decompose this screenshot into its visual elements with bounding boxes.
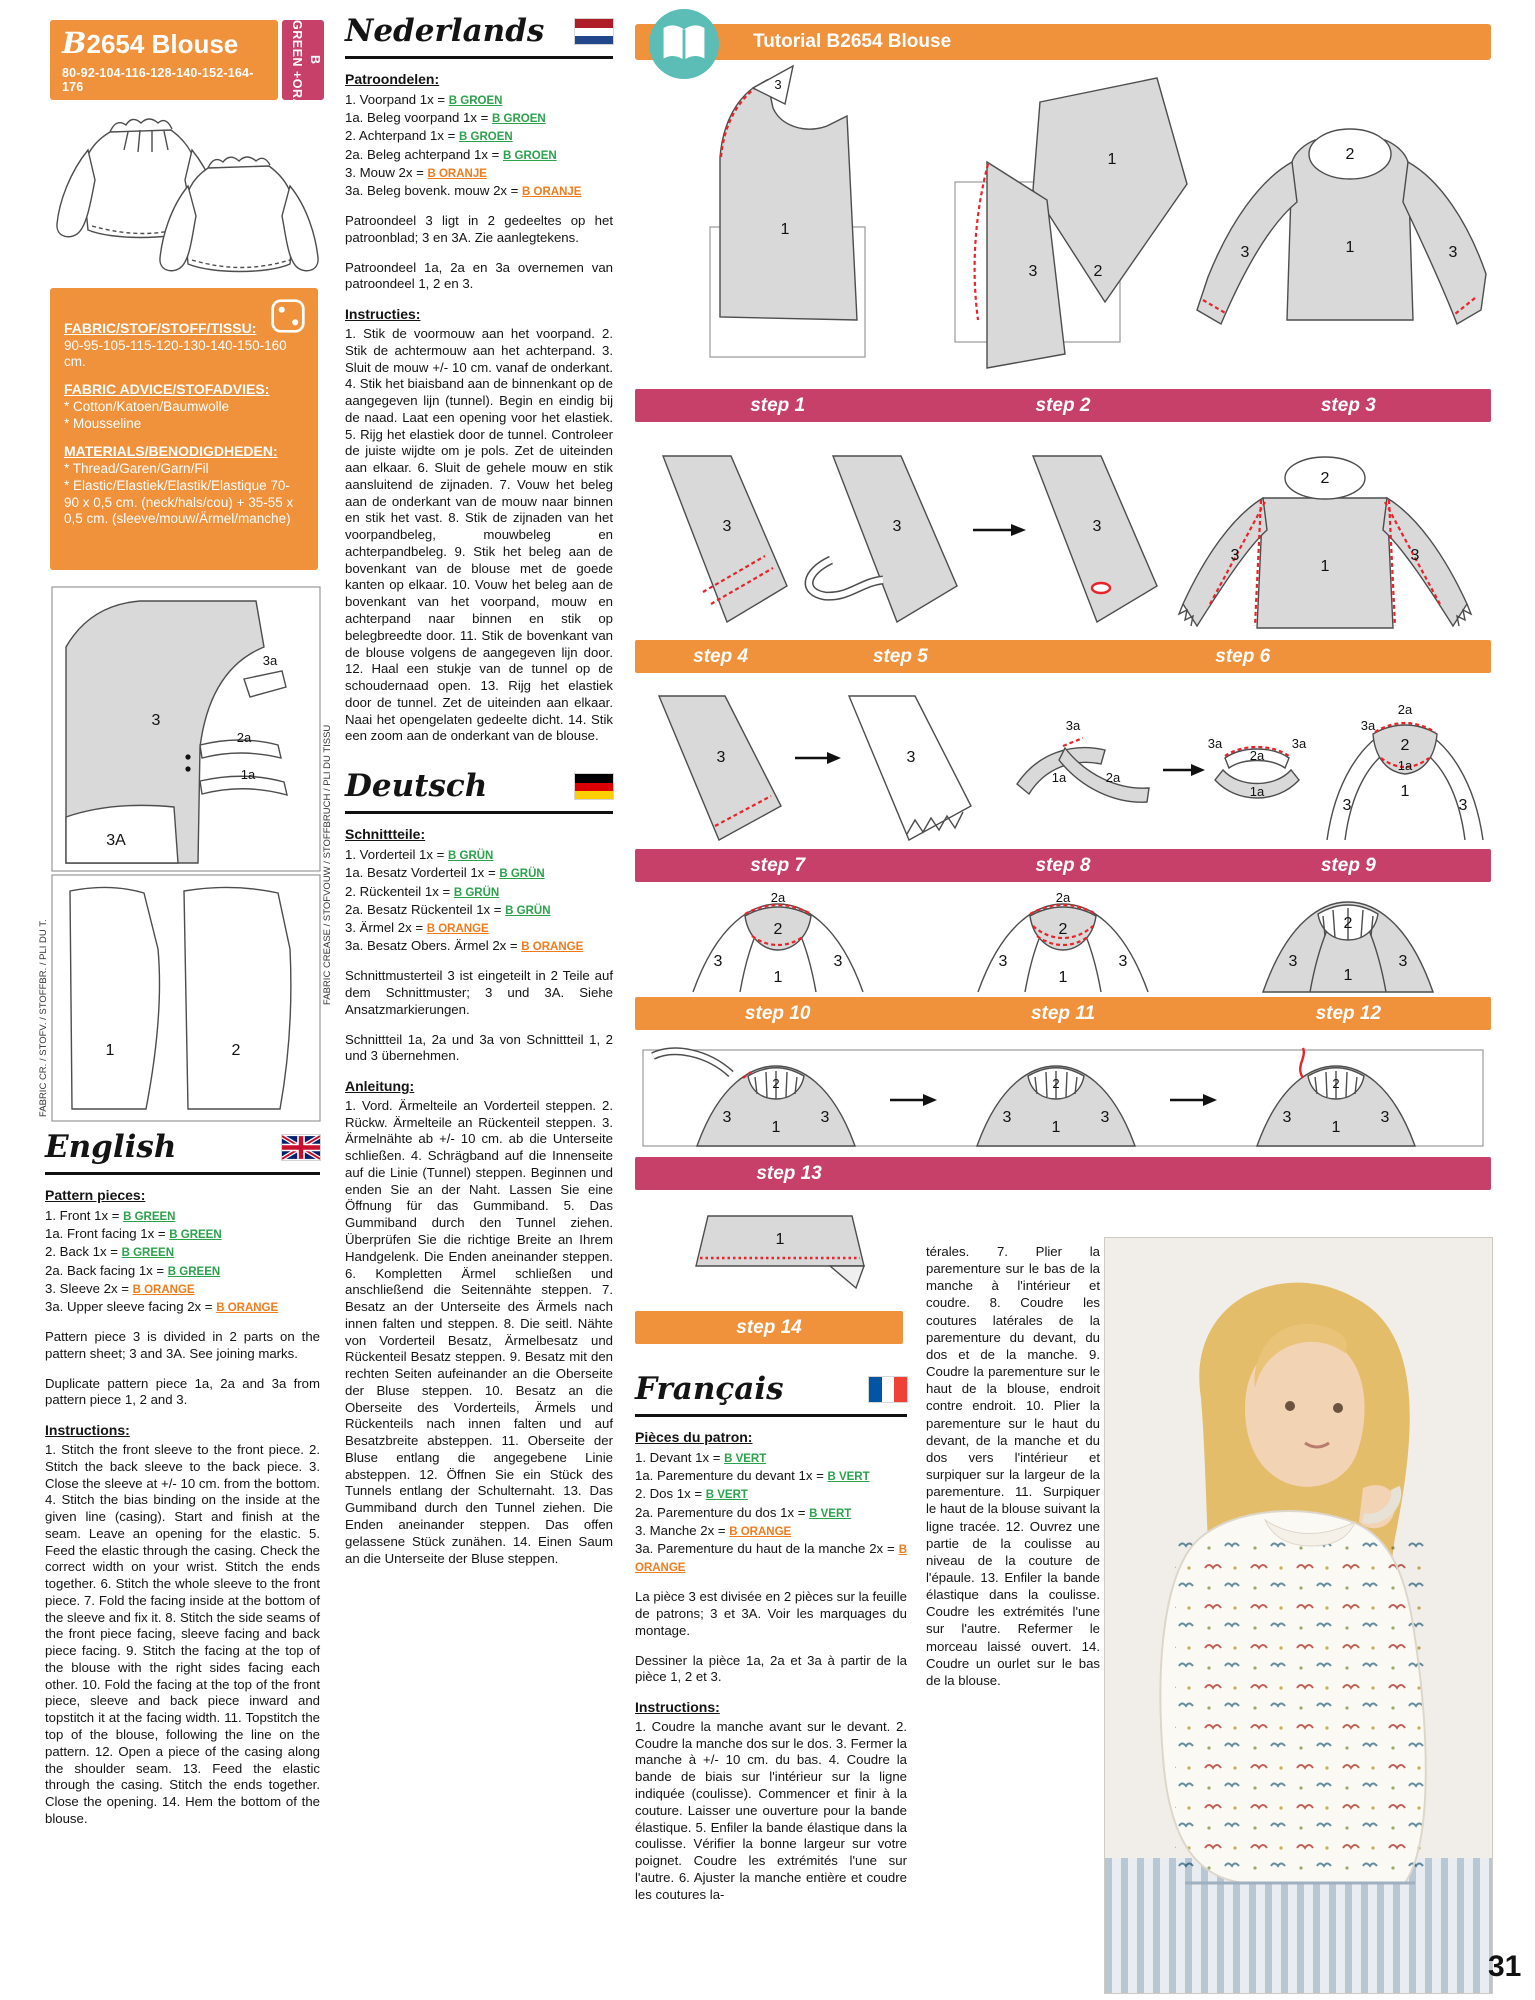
svg-text:2: 2 bbox=[1332, 1076, 1340, 1091]
list-item: 1. Front 1x = B GREEN bbox=[45, 1208, 176, 1224]
nl-instructions-heading: Instructies: bbox=[345, 306, 421, 323]
svg-text:1a: 1a bbox=[1051, 770, 1067, 785]
step-bar-14 bbox=[635, 1311, 903, 1344]
svg-text:1a: 1a bbox=[1249, 784, 1265, 799]
en-instructions-heading: Instructions: bbox=[45, 1422, 130, 1439]
svg-text:2a: 2a bbox=[770, 892, 786, 905]
step-label: step 8 bbox=[1035, 854, 1091, 876]
svg-text:3a: 3a bbox=[1207, 736, 1223, 751]
fr-instructions-continued: térales. 7. Plier la parementure sur le bas de la manche à l'intérieur et coudre. 8. Coudre les coutures latérales de la parementure du devant, du dos et de la manche. 9. Coudre la parementure sur le haut de la blouse, endroit contre endroit. 10. Plier la parementure sur le haut du devant, de la manche et du dos vers l'intérieur et surpiquer sur la largeur de la parementure. 11. Surpiquer le haut de la blouse suivant la ligne tracée. 12. Ouvrez une partie de la coulisse au niveau de la couture de l'épaule. 13. Enfiler la bande élastique dans la coulisse. Coudre les extrémités l'une sur l'autre. Refermer le morceau laissé ouvert. 14. Coudre un ourlet sur le bas de la blouse. bbox=[926, 1244, 1100, 1688]
flag-uk-icon bbox=[282, 1135, 320, 1160]
column-nederlands-deutsch bbox=[345, 12, 613, 1580]
svg-text:3: 3 bbox=[1448, 244, 1458, 261]
list-item: 3. Ärmel 2x = B ORANGE bbox=[345, 919, 489, 935]
svg-text:3: 3 bbox=[774, 77, 782, 92]
list-item: 1. Devant 1x = B VERT bbox=[635, 1450, 767, 1466]
svg-text:3: 3 bbox=[716, 749, 726, 766]
svg-text:1a: 1a bbox=[1397, 758, 1413, 773]
step-bar-13 bbox=[635, 1157, 1491, 1190]
nl-instructions: 1. Stik de voormouw aan het voorpand. 2. Stik de achtermouw aan het achterpand. 3. Sluit de mouw +/- 10 cm. vanaf de onderkant. 4. Stik het biaisband aan de binnenkant op de aangegeven lijn (tunnel). Begin en eindig bij de naad. Laat een opening voor het elastiek. 5. Rijg het elastiek door de tunnel. Controleer de juiste wijdte om je pols. Zet de uiteinden aan elkaar. 6. Sluit de gehele mouw en stik aansluitend de zijnaden. 7. Vouw het beleg aan de onderkant van de mouw naar binnen en stik het vast. 8. Stik de zijnaden van het voorpandbeleg, mouwbeleg en achterpandbeleg. 9. Stik het beleg aan de bovenkant van de blouse met de goede kanten op elkaar. 10. Vouw het beleg aan de bovenkant van het voorpand, mouw en achterpand naar binnen en stik op belegbreedte door. 11. Stik de bovenkant van de blouse volgens de aangegeven lijn door. 12. Haal een stukje van de tunnel op de schoudernaad open. 13. Rijg het elastiek door de tunnel. Zet de uiteinden aan elkaar. Naai het opengelaten gedeelte dicht. 14. Stik een zoom aan de onderkant van de blouse. bbox=[345, 325, 613, 744]
fabric-info-box bbox=[50, 288, 318, 570]
list-item: 2a. Back facing 1x = B GREEN bbox=[45, 1262, 221, 1278]
de-pieces-list bbox=[345, 846, 613, 955]
color-tag: B GREEN +ORANGE bbox=[282, 20, 324, 100]
svg-text:1: 1 bbox=[1058, 969, 1068, 986]
en-pieces-heading: Pattern pieces: bbox=[45, 1187, 146, 1204]
en-note: Duplicate pattern piece 1a, 2a and 3a from pattern piece 1, 2 and 3. bbox=[45, 1375, 320, 1408]
step-label: step 10 bbox=[744, 1002, 811, 1024]
list-item: 3a. Besatz Obers. Ärmel 2x = B ORANGE bbox=[345, 938, 584, 954]
svg-text:2a: 2a bbox=[1055, 892, 1071, 905]
svg-text:2a: 2a bbox=[1249, 748, 1265, 763]
fabric-amounts: 90-95-105-115-120-130-140-150-160 cm. bbox=[64, 338, 287, 370]
step-label: step 3 bbox=[1320, 394, 1376, 416]
svg-text:1: 1 bbox=[1051, 1119, 1061, 1136]
list-item: 3a. Upper sleeve facing 2x = B ORANGE bbox=[45, 1298, 279, 1314]
svg-text:1: 1 bbox=[1345, 239, 1355, 256]
blouse-sketches bbox=[50, 98, 322, 291]
diagram-left-label: FABRIC CR. / STOFV. / STOFFBR. / PLI DU T. bbox=[38, 919, 49, 1117]
de-note: Schnittteil 1a, 2a und 3a von Schnittteil 1, 2 und 3 übernehmen. bbox=[345, 1031, 613, 1064]
svg-text:1: 1 bbox=[1107, 151, 1117, 168]
svg-text:2a: 2a bbox=[1397, 702, 1413, 717]
svg-text:1: 1 bbox=[1400, 783, 1410, 800]
svg-text:1: 1 bbox=[1343, 967, 1353, 984]
nederlands-title: Nederlands bbox=[345, 13, 545, 49]
nl-pieces-list bbox=[345, 91, 613, 200]
section-heading-francais bbox=[635, 1370, 907, 1417]
flag-france-icon bbox=[869, 1377, 907, 1402]
deutsch-title: Deutsch bbox=[345, 768, 488, 805]
svg-text:3: 3 bbox=[1288, 953, 1298, 970]
materials-heading: MATERIALS/BENODIGDHEDEN: bbox=[64, 442, 278, 459]
tutorial-header bbox=[635, 24, 1491, 60]
fabric-icon bbox=[270, 298, 306, 334]
svg-text:3: 3 bbox=[1002, 1109, 1012, 1126]
list-item: 2. Back 1x = B GREEN bbox=[45, 1244, 175, 1260]
svg-text:2: 2 bbox=[1052, 1076, 1060, 1091]
pattern-layout-diagram bbox=[38, 585, 334, 1130]
svg-text:3: 3 bbox=[713, 953, 723, 970]
page-number: 31 bbox=[1488, 1950, 1522, 1983]
column-english bbox=[45, 1128, 320, 1841]
svg-text:3: 3 bbox=[1380, 1109, 1390, 1126]
fabric-advice-heading: FABRIC ADVICE/STOFADVIES: bbox=[64, 380, 270, 397]
list-item: 1a. Beleg voorpand 1x = B GROEN bbox=[345, 110, 546, 126]
nl-note: Patroondeel 1a, 2a en 3a overnemen van patroondeel 1, 2 en 3. bbox=[345, 259, 613, 292]
fr-note: La pièce 3 est divisée en 2 pièces sur la feuille de patrons; 3 et 3A. Voir les marquages du montage. bbox=[635, 1589, 907, 1638]
fr-instructions-heading: Instructions: bbox=[635, 1699, 720, 1716]
fabric-advice-item: * Mousseline bbox=[64, 416, 142, 432]
tutorial-row-5 bbox=[635, 1044, 1491, 1154]
svg-text:2: 2 bbox=[773, 921, 783, 938]
diagram-piece-label: 2a bbox=[236, 730, 252, 745]
list-item: 3a. Parementure du haut de la manche 2x = B ORANGE bbox=[635, 1540, 907, 1575]
nl-pieces-heading: Patroondelen: bbox=[345, 71, 440, 88]
svg-text:3: 3 bbox=[1458, 797, 1468, 814]
section-heading-english bbox=[45, 1128, 320, 1175]
diagram-piece-label: 2 bbox=[231, 1042, 241, 1059]
svg-text:3: 3 bbox=[906, 749, 916, 766]
diagram-piece-label: 1a bbox=[240, 767, 256, 782]
de-note: Schnittmusterteil 3 ist eingeteilt in 2 Teile auf dem Schnittmuster; 3 und 3A. Siehe Ansatzmarkierungen. bbox=[345, 968, 613, 1017]
list-item: 3. Sleeve 2x = B ORANGE bbox=[45, 1280, 195, 1296]
list-item: 3. Manche 2x = B ORANGE bbox=[635, 1522, 792, 1538]
diagram-piece-label: 3a bbox=[262, 653, 278, 668]
list-item: 2. Rückenteil 1x = B GRÜN bbox=[345, 883, 500, 899]
step-label: step 2 bbox=[1035, 394, 1091, 416]
column-francais bbox=[635, 1370, 907, 1916]
de-instructions: 1. Vord. Ärmelteile an Vorderteil steppen. 2. Rückw. Ärmelteile an Rückenteil steppen. 3. Ärmelnähte ab +/- 10 cm. ab die Unterseite schließen. 4. Schrägband auf die Innenseite auf die Linie (Tunnel) steppen. Beginnen und enden Sie an der Naht. Lassen Sie eine Öffnung für das Gummiband. 5. Das Gummiband durch den Tunnel ziehen. Überprüfen Sie die richtige Breite an Ihrem Handgelenk. Die Enden aneinander steppen. 6. Kompletten Ärmel schließen und anschließend die Seitennähte steppen. 7. Besatz an der Unterseite des Ärmels nach innen falten und steppen. 8. Die seitl. Nähte von Vorderteil Besatz, Ärmelbesatz und Rückenteil Besatz steppen. 9. Besatz mit den rechten Seiten aufeinander an die Oberseite der Bluse steppen. 10. Besatz an die Oberseite des Vorderteils, Ärmels und Rückenteils nach innen falten und auf Besatzbreite absteppen. 11. Oberseite der Bluse entlang die angegebene Linie absteppen. 12. Öffnen Sie ein Stück des Tunnels entlang der Schulternaht. 13. Das Gummiband durch den Tunnel ziehen. Die Enden aneinander steppen. Das offen gelassene Stück zunähen. 14. Einen Saum an die Unterseite der Bluse steppen. bbox=[345, 1097, 613, 1566]
step-bar-4-6 bbox=[635, 640, 1491, 673]
svg-text:3a: 3a bbox=[1065, 718, 1081, 733]
tutorial-row-1 bbox=[635, 62, 1491, 384]
svg-text:2: 2 bbox=[1320, 470, 1330, 487]
svg-text:1: 1 bbox=[1320, 558, 1330, 575]
svg-text:2: 2 bbox=[772, 1076, 780, 1091]
list-item: 1. Vorderteil 1x = B GRÜN bbox=[345, 847, 494, 863]
francais-title: Français bbox=[635, 1371, 784, 1407]
de-pieces-heading: Schnittteile: bbox=[345, 826, 426, 843]
svg-text:3: 3 bbox=[1100, 1109, 1110, 1126]
tutorial-row-4 bbox=[635, 892, 1491, 994]
en-note: Pattern piece 3 is divided in 2 parts on the pattern sheet; 3 and 3A. See joining marks. bbox=[45, 1329, 320, 1361]
svg-text:3: 3 bbox=[1410, 547, 1420, 564]
flag-germany-icon bbox=[575, 774, 613, 799]
step-label: step 1 bbox=[750, 394, 806, 416]
nl-note: Patroondeel 3 ligt in 2 gedeeltes op het patroonblad; 3 en 3A. Zie aanlegtekens. bbox=[345, 213, 613, 245]
step-bar-10-12 bbox=[635, 997, 1491, 1030]
svg-text:3a: 3a bbox=[1291, 736, 1307, 751]
pattern-series-letter: B bbox=[62, 26, 87, 60]
fr-pieces-heading: Pièces du patron: bbox=[635, 1429, 753, 1446]
fr-pieces-list bbox=[635, 1449, 907, 1576]
svg-text:1: 1 bbox=[773, 969, 783, 986]
list-item: 2. Achterpand 1x = B GROEN bbox=[345, 128, 513, 144]
list-item: 3a. Beleg bovenk. mouw 2x = B ORANJE bbox=[345, 182, 582, 198]
svg-text:3: 3 bbox=[1282, 1109, 1292, 1126]
svg-text:2: 2 bbox=[1093, 263, 1103, 280]
list-item: 1a. Parementure du devant 1x = B VERT bbox=[635, 1468, 870, 1484]
fr-instructions: 1. Coudre la manche avant sur le devant. 2. Coudre la manche dos sur le dos. 3. Fermer la manche à +/- 10 cm. du bas. 4. Coudre la bande de biais sur l'intérieur sur la ligne indiquée (coulisse). Commencer et finir à la couture. Laisser une ouverture pour la bande élastique. 5. Enfiler la bande élastique dans la coulisse. Vérifier la bonne largeur sur votre poignet. Coudre les extrémités l'une sur l'autre. 6. Ajuster la manche entière et coudre les coutures la- bbox=[635, 1718, 907, 1902]
svg-text:3: 3 bbox=[820, 1109, 830, 1126]
svg-text:3: 3 bbox=[722, 518, 732, 535]
list-item: 2. Dos 1x = B VERT bbox=[635, 1486, 748, 1502]
list-item: 1a. Front facing 1x = B GREEN bbox=[45, 1226, 222, 1242]
svg-text:3: 3 bbox=[998, 953, 1008, 970]
svg-text:3a: 3a bbox=[1360, 718, 1376, 733]
fabric-heading: FABRIC/STOF/STOFF/TISSU: bbox=[64, 320, 257, 336]
pattern-header bbox=[50, 20, 278, 100]
diagram-piece-label: 1 bbox=[105, 1042, 115, 1059]
step-bar-7-9 bbox=[635, 849, 1491, 882]
svg-text:2: 2 bbox=[1343, 915, 1353, 932]
step-label: step 5 bbox=[872, 645, 928, 667]
tutorial-row-6 bbox=[680, 1210, 880, 1302]
list-item: 2a. Beleg achterpand 1x = B GROEN bbox=[345, 146, 557, 162]
flag-netherlands-icon bbox=[575, 19, 613, 44]
step-label: step 14 bbox=[736, 1316, 802, 1338]
svg-text:3: 3 bbox=[1092, 518, 1102, 535]
list-item: 1. Voorpand 1x = B GROEN bbox=[345, 92, 503, 108]
svg-text:1: 1 bbox=[780, 221, 790, 238]
list-item: 2a. Parementure du dos 1x = B VERT bbox=[635, 1504, 852, 1520]
svg-text:3: 3 bbox=[1230, 547, 1240, 564]
svg-text:3: 3 bbox=[1240, 244, 1250, 261]
list-item: 2a. Besatz Rückenteil 1x = B GRÜN bbox=[345, 901, 551, 917]
svg-text:3: 3 bbox=[1118, 953, 1128, 970]
svg-text:1: 1 bbox=[771, 1119, 781, 1136]
svg-text:3: 3 bbox=[892, 518, 902, 535]
svg-text:3: 3 bbox=[1398, 953, 1408, 970]
diagram-piece-label: 3A bbox=[106, 832, 126, 849]
step-bar-1-3 bbox=[635, 389, 1491, 422]
materials-item: * Elastic/Elastiek/Elastik/Elastique 70-90 x 0,5 cm. (neck/hals/cou) + 35-55 x 0,5 cm. (sleeve/mouw/Ärmel/manche) bbox=[64, 478, 294, 527]
step-label: step 4 bbox=[693, 645, 749, 667]
diagram-right-label: FABRIC CREASE / STOFVOUW / STOFFBRUCH / PLI DU TISSU bbox=[322, 724, 333, 1005]
section-heading-deutsch bbox=[345, 767, 613, 814]
svg-text:3: 3 bbox=[1342, 797, 1352, 814]
svg-text:3: 3 bbox=[722, 1109, 732, 1126]
svg-text:2: 2 bbox=[1058, 921, 1068, 938]
materials-item: * Thread/Garen/Garn/Fil bbox=[64, 460, 209, 476]
svg-text:3: 3 bbox=[1028, 263, 1038, 280]
list-item: 3. Mouw 2x = B ORANJE bbox=[345, 164, 487, 180]
de-instructions-heading: Anleitung: bbox=[345, 1078, 415, 1095]
svg-text:3: 3 bbox=[833, 953, 843, 970]
section-heading-nederlands bbox=[345, 12, 613, 59]
svg-text:1: 1 bbox=[775, 1231, 785, 1248]
svg-text:2a: 2a bbox=[1105, 770, 1121, 785]
tutorial-row-2 bbox=[635, 438, 1491, 638]
en-pieces-list bbox=[45, 1207, 320, 1316]
en-instructions: 1. Stitch the front sleeve to the front piece. 2. Stitch the back sleeve to the back piece. 3. Close the sleeve at +/- 10 cm. from the bottom. 4. Stitch the bias binding on the inside at the given line (casing). Start and finish at the seam. Leave an opening for the elastic. 5. Feed the elastic through the casing. Check the correct width on your wrist. Stitch the ends together. 6. Stitch the whole sleeve to the front piece. 7. Fold the facing inside at the bottom of the sleeve and fix it. 8. Stitch the side seams of the front piece facing, sleeve facing and back piece facing. 9. Stitch the facing at the top of the blouse with the right sides facing each other. 10. Fold the facing at the top of the front piece, sleeve and back piece inward and topstitch it at the facing width. 11. Topstitch the top of the blouse, following the line on the pattern. 12. Open a piece of the casing along the shoulder seam. 13. Feed the elastic through the casing. Stitch the ends together. Close the opening. 14. Hem the bottom of the blouse. bbox=[45, 1441, 320, 1826]
column-francais-continued bbox=[926, 1243, 1100, 1702]
step-label: step 11 bbox=[1030, 1002, 1096, 1024]
english-title: English bbox=[45, 1129, 177, 1165]
list-item: 1a. Besatz Vorderteil 1x = B GRÜN bbox=[345, 865, 545, 881]
step-label: step 7 bbox=[750, 854, 806, 876]
step-label: step 12 bbox=[1315, 1002, 1382, 1024]
step-label: step 9 bbox=[1320, 854, 1376, 876]
tutorial-row-3 bbox=[635, 688, 1491, 846]
fabric-advice-item: * Cotton/Katoen/Baumwolle bbox=[64, 398, 230, 414]
pattern-title: B2654 Blouse bbox=[62, 26, 239, 60]
fr-note: Dessiner la pièce 1a, 2a et 3a à partir de la pièce 1, 2 et 3. bbox=[635, 1652, 907, 1685]
svg-text:2: 2 bbox=[1400, 737, 1410, 754]
step-label: step 6 bbox=[1215, 645, 1271, 667]
step-label: step 13 bbox=[756, 1162, 822, 1184]
photo-girl-blouse bbox=[1104, 1237, 1493, 1994]
tutorial-title: Tutorial B2654 Blouse bbox=[753, 31, 952, 52]
svg-text:2: 2 bbox=[1345, 146, 1355, 163]
pattern-sizes: 80-92-104-116-128-140-152-164-176 bbox=[62, 65, 254, 94]
svg-text:1: 1 bbox=[1331, 1119, 1341, 1136]
diagram-piece-label: 3 bbox=[151, 712, 161, 729]
